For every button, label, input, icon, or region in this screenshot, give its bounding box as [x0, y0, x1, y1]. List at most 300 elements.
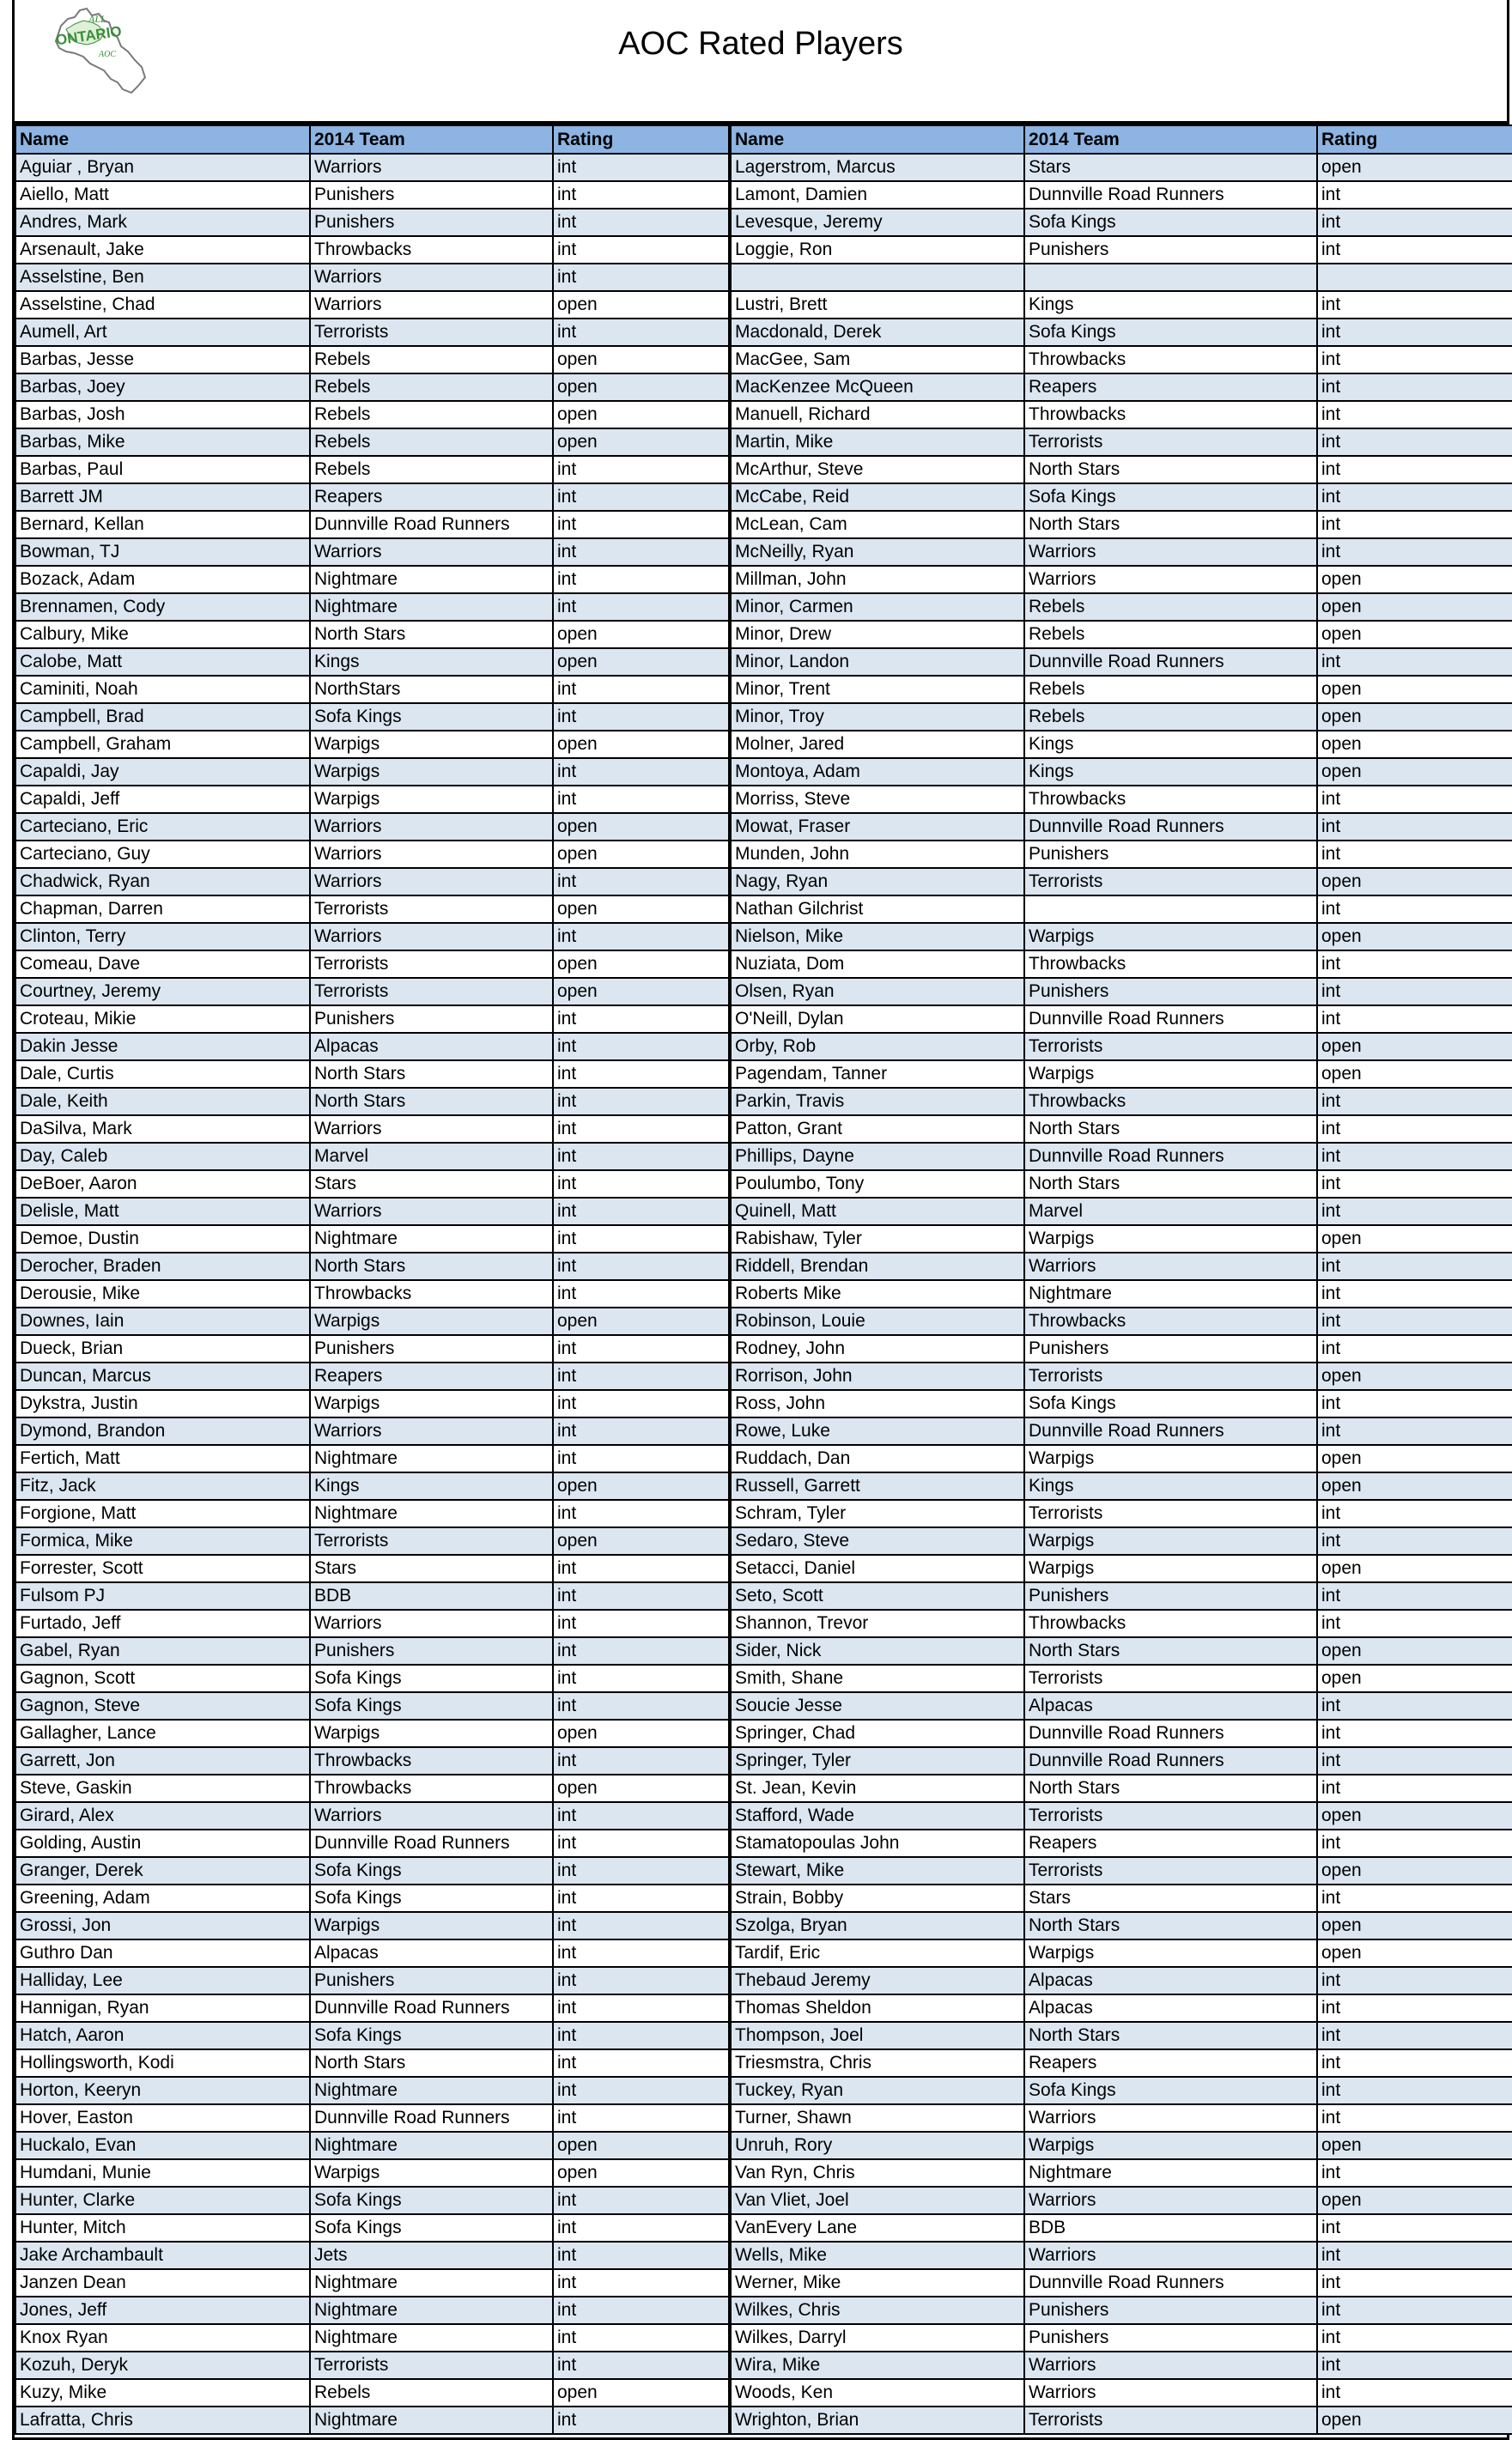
table-row [15, 2187, 1512, 2214]
player-name-cell: Dykstra, Justin [15, 1390, 310, 1417]
player-team-cell: Dunnville Road Runners [310, 1830, 553, 1857]
player-rating-cell: int [553, 2104, 730, 2132]
player-name-cell: Riddell, Brendan [730, 1253, 1024, 1280]
player-name-cell: Pagendam, Tanner [730, 1060, 1024, 1088]
player-team-cell: North Stars [310, 621, 553, 648]
player-rating-cell: int [553, 1857, 730, 1885]
player-rating-cell: int [553, 1225, 730, 1253]
player-team-cell: Rebels [310, 428, 553, 456]
player-name-cell: Chapman, Darren [15, 895, 310, 923]
player-name-cell: Gabel, Ryan [15, 1637, 310, 1665]
player-team-cell: Nightmare [310, 2132, 553, 2159]
player-team-cell: Nightmare [310, 2297, 553, 2324]
player-team-cell: Dunnville Road Runners [310, 2104, 553, 2132]
player-rating-cell: open [1317, 2132, 1512, 2159]
player-team-cell: Warriors [310, 868, 553, 895]
table-row [15, 813, 1512, 841]
player-name-cell: VanEvery Lane [730, 2214, 1024, 2242]
table-row [15, 786, 1512, 813]
column-header-team: 2014 Team [310, 125, 553, 154]
player-name-cell: Hannigan, Ryan [15, 1994, 310, 2022]
player-team-cell: Punishers [1024, 1582, 1317, 1610]
player-rating-cell: int [1317, 1610, 1512, 1637]
player-rating-cell: open [553, 621, 730, 648]
player-rating-cell: int [553, 593, 730, 621]
player-rating-cell: int [553, 566, 730, 593]
player-team-cell: Kings [310, 1472, 553, 1500]
table-row [15, 2324, 1512, 2352]
player-rating-cell: int [553, 1802, 730, 1830]
player-name-cell: Garrett, Jon [15, 1747, 310, 1775]
player-team-cell: Warriors [310, 538, 553, 566]
player-team-cell: Sofa Kings [1024, 483, 1317, 511]
player-name-cell: Courtney, Jeremy [15, 978, 310, 1005]
player-name-cell: Jones, Jeff [15, 2297, 310, 2324]
table-row [15, 731, 1512, 758]
rated-players-sheet [12, 0, 1509, 2440]
player-name-cell: Macdonald, Derek [730, 319, 1024, 346]
player-name-cell: Nielson, Mike [730, 923, 1024, 950]
table-row [15, 1692, 1512, 1720]
table-row [15, 483, 1512, 511]
player-name-cell: Dale, Keith [15, 1088, 310, 1115]
player-name-cell: Springer, Tyler [730, 1747, 1024, 1775]
player-name-cell: Day, Caleb [15, 1143, 310, 1170]
player-name-cell: Asselstine, Ben [15, 264, 310, 291]
player-rating-cell: int [553, 264, 730, 291]
player-rating-cell: open [1317, 923, 1512, 950]
player-team-cell: Alpacas [1024, 1967, 1317, 1994]
player-team-cell: Sofa Kings [1024, 1390, 1317, 1417]
player-team-cell: Terrorists [1024, 1665, 1317, 1692]
player-team-cell: Throwbacks [1024, 1308, 1317, 1335]
player-name-cell: Olsen, Ryan [730, 978, 1024, 1005]
player-rating-cell: int [553, 1280, 730, 1308]
player-team-cell: Throwbacks [310, 1747, 553, 1775]
player-rating-cell: int [1317, 950, 1512, 978]
player-rating-cell: int [1317, 1830, 1512, 1857]
player-team-cell: Kings [1024, 291, 1317, 319]
player-name-cell: Rabishaw, Tyler [730, 1225, 1024, 1253]
player-rating-cell: int [1317, 1198, 1512, 1225]
player-team-cell: North Stars [310, 1088, 553, 1115]
player-rating-cell: open [553, 428, 730, 456]
player-name-cell: Lafratta, Chris [15, 2407, 310, 2434]
player-team-cell: Warriors [310, 264, 553, 291]
player-name-cell: Humdani, Munie [15, 2159, 310, 2187]
table-row [15, 1472, 1512, 1500]
sheet-header [15, 0, 1507, 124]
player-name-cell: Loggie, Ron [730, 236, 1024, 264]
player-rating-cell: int [553, 1005, 730, 1033]
player-team-cell: Warpigs [1024, 1060, 1317, 1088]
player-name-cell: Rodney, John [730, 1335, 1024, 1363]
table-row [15, 1060, 1512, 1088]
player-name-cell: Guthro Dan [15, 1939, 310, 1967]
table-row [15, 1610, 1512, 1637]
player-name-cell: Stewart, Mike [730, 1857, 1024, 1885]
player-rating-cell: int [553, 1033, 730, 1060]
player-rating-cell: int [1317, 1692, 1512, 1720]
table-row [15, 2269, 1512, 2297]
table-row [15, 895, 1512, 923]
player-team-cell: Punishers [310, 181, 553, 209]
table-row [15, 2104, 1512, 2132]
player-name-cell: Rorrison, John [730, 1363, 1024, 1390]
player-team-cell: Reapers [1024, 2049, 1317, 2077]
page-title: AOC Rated Players [618, 26, 903, 62]
player-rating-cell: int [1317, 895, 1512, 923]
player-team-cell: Rebels [1024, 676, 1317, 703]
player-team-cell: Warriors [310, 1198, 553, 1225]
player-rating-cell: open [1317, 758, 1512, 786]
player-team-cell: North Stars [1024, 2022, 1317, 2049]
player-rating-cell: int [1317, 1335, 1512, 1363]
player-rating-cell: int [1317, 538, 1512, 566]
player-team-cell: Rebels [310, 401, 553, 428]
player-name-cell: Golding, Austin [15, 1830, 310, 1857]
player-rating-cell: int [1317, 181, 1512, 209]
player-team-cell: Warpigs [1024, 2132, 1317, 2159]
player-name-cell: McNeilly, Ryan [730, 538, 1024, 566]
player-rating-cell: int [1317, 2049, 1512, 2077]
players-table-body [15, 154, 1512, 2434]
player-rating-cell: int [553, 2077, 730, 2104]
player-rating-cell: int [553, 1198, 730, 1225]
column-header-name: Name [15, 125, 310, 154]
player-name-cell [730, 264, 1024, 291]
player-name-cell: Girard, Alex [15, 1802, 310, 1830]
player-name-cell: Asselstine, Chad [15, 291, 310, 319]
table-row [15, 621, 1512, 648]
player-team-cell: Rebels [310, 373, 553, 401]
player-rating-cell: int [553, 1060, 730, 1088]
player-rating-cell: open [1317, 1857, 1512, 1885]
table-row [15, 2297, 1512, 2324]
player-team-cell: Dunnville Road Runners [310, 1994, 553, 2022]
table-row [15, 2242, 1512, 2269]
player-name-cell: Wilkes, Chris [730, 2297, 1024, 2324]
player-team-cell: Nightmare [310, 2324, 553, 2352]
player-name-cell: Orby, Rob [730, 1033, 1024, 1060]
player-team-cell: Punishers [310, 209, 553, 236]
player-team-cell: Warriors [310, 1610, 553, 1637]
player-team-cell: Punishers [1024, 978, 1317, 1005]
player-rating-cell: int [553, 538, 730, 566]
player-team-cell: Nightmare [310, 593, 553, 621]
player-team-cell: Rebels [310, 2379, 553, 2407]
player-team-cell: Alpacas [1024, 1994, 1317, 2022]
player-rating-cell: int [553, 511, 730, 538]
table-row [15, 1500, 1512, 1527]
player-rating-cell: int [553, 1555, 730, 1582]
table-row [15, 291, 1512, 319]
player-name-cell: Fertich, Matt [15, 1445, 310, 1472]
column-header-rating: Rating [1317, 125, 1512, 154]
player-name-cell: Barbas, Jesse [15, 346, 310, 373]
player-team-cell: North Stars [1024, 456, 1317, 483]
player-team-cell: Warpigs [1024, 1939, 1317, 1967]
player-name-cell: Fulsom PJ [15, 1582, 310, 1610]
table-row [15, 346, 1512, 373]
logo-sub-text: AOC [99, 50, 116, 59]
player-team-cell: Marvel [310, 1143, 553, 1170]
player-team-cell: Sofa Kings [310, 1692, 553, 1720]
player-team-cell: Nightmare [310, 566, 553, 593]
player-rating-cell: int [1317, 2324, 1512, 2352]
player-team-cell: Dunnville Road Runners [1024, 1005, 1317, 1033]
player-name-cell: Thompson, Joel [730, 2022, 1024, 2049]
table-row [15, 1527, 1512, 1555]
player-rating-cell: open [1317, 731, 1512, 758]
player-name-cell: Nagy, Ryan [730, 868, 1024, 895]
player-team-cell: Throwbacks [310, 1280, 553, 1308]
player-rating-cell: open [553, 895, 730, 923]
player-rating-cell: int [553, 2269, 730, 2297]
player-name-cell: Robinson, Louie [730, 1308, 1024, 1335]
player-name-cell: Hover, Easton [15, 2104, 310, 2132]
column-header-row [15, 125, 1512, 154]
player-rating-cell: open [1317, 1637, 1512, 1665]
player-rating-cell: int [1317, 2159, 1512, 2187]
player-rating-cell: int [553, 1747, 730, 1775]
player-rating-cell: int [553, 2407, 730, 2434]
player-name-cell: Gagnon, Steve [15, 1692, 310, 1720]
table-row [15, 2159, 1512, 2187]
player-name-cell: Dakin Jesse [15, 1033, 310, 1060]
player-team-cell [1024, 895, 1317, 923]
player-team-cell: Punishers [310, 1005, 553, 1033]
player-name-cell: Dale, Curtis [15, 1060, 310, 1088]
player-rating-cell: open [553, 373, 730, 401]
player-team-cell: North Stars [1024, 1115, 1317, 1143]
player-rating-cell: int [1317, 209, 1512, 236]
table-row [15, 2132, 1512, 2159]
table-row [15, 181, 1512, 209]
player-team-cell: Terrorists [1024, 1500, 1317, 1527]
player-rating-cell: open [553, 978, 730, 1005]
player-team-cell: Reapers [310, 1363, 553, 1390]
player-name-cell: MacGee, Sam [730, 346, 1024, 373]
table-row [15, 1802, 1512, 1830]
player-team-cell: Nightmare [310, 1225, 553, 1253]
player-name-cell: Strain, Bobby [730, 1885, 1024, 1912]
table-row [15, 1830, 1512, 1857]
player-name-cell: Soucie Jesse [730, 1692, 1024, 1720]
player-name-cell: Derousie, Mike [15, 1280, 310, 1308]
table-row [15, 1115, 1512, 1143]
player-team-cell: Sofa Kings [310, 1885, 553, 1912]
player-name-cell: Fitz, Jack [15, 1472, 310, 1500]
player-rating-cell: int [553, 1363, 730, 1390]
player-rating-cell: open [1317, 566, 1512, 593]
table-row [15, 1417, 1512, 1445]
player-name-cell: Lagerstrom, Marcus [730, 154, 1024, 181]
table-row [15, 1143, 1512, 1170]
table-row [15, 2077, 1512, 2104]
player-rating-cell: int [1317, 2269, 1512, 2297]
player-team-cell: Warriors [310, 1802, 553, 1830]
player-rating-cell: int [1317, 1417, 1512, 1445]
table-row [15, 2049, 1512, 2077]
player-rating-cell: int [553, 1610, 730, 1637]
player-team-cell: Warpigs [1024, 1225, 1317, 1253]
player-name-cell: Stafford, Wade [730, 1802, 1024, 1830]
player-rating-cell: open [553, 2159, 730, 2187]
player-name-cell: Rowe, Luke [730, 1417, 1024, 1445]
player-name-cell: Shannon, Trevor [730, 1610, 1024, 1637]
player-name-cell: Thebaud Jeremy [730, 1967, 1024, 1994]
player-rating-cell: int [553, 1445, 730, 1472]
player-rating-cell: int [553, 1253, 730, 1280]
player-name-cell: Russell, Garrett [730, 1472, 1024, 1500]
table-row [15, 538, 1512, 566]
player-rating-cell: int [553, 1885, 730, 1912]
player-name-cell: Ruddach, Dan [730, 1445, 1024, 1472]
player-team-cell: Warpigs [310, 758, 553, 786]
table-row [15, 2407, 1512, 2434]
table-row [15, 2352, 1512, 2379]
player-team-cell: Throwbacks [1024, 1088, 1317, 1115]
player-rating-cell: int [553, 1692, 730, 1720]
player-name-cell: Calobe, Matt [15, 648, 310, 676]
player-name-cell: Setacci, Daniel [730, 1555, 1024, 1582]
player-team-cell: Warpigs [310, 731, 553, 758]
player-name-cell: Delisle, Matt [15, 1198, 310, 1225]
player-team-cell: Kings [310, 648, 553, 676]
player-team-cell: Warriors [1024, 566, 1317, 593]
table-row [15, 1445, 1512, 1472]
player-team-cell: North Stars [1024, 1912, 1317, 1939]
player-rating-cell: int [553, 1994, 730, 2022]
player-name-cell: Forgione, Matt [15, 1500, 310, 1527]
player-team-cell: Terrorists [1024, 1857, 1317, 1885]
player-team-cell: Throwbacks [310, 1775, 553, 1802]
player-team-cell: Warriors [1024, 2379, 1317, 2407]
player-rating-cell: int [1317, 2022, 1512, 2049]
player-name-cell: Hollingsworth, Kodi [15, 2049, 310, 2077]
player-team-cell: Alpacas [1024, 1692, 1317, 1720]
player-name-cell: Gallagher, Lance [15, 1720, 310, 1747]
table-row [15, 2379, 1512, 2407]
player-rating-cell: int [1317, 1308, 1512, 1335]
player-name-cell: Roberts Mike [730, 1280, 1024, 1308]
table-row [15, 401, 1512, 428]
player-name-cell: DaSilva, Mark [15, 1115, 310, 1143]
player-rating-cell: open [1317, 1363, 1512, 1390]
player-team-cell: Sofa Kings [310, 1857, 553, 1885]
player-rating-cell: open [1317, 1033, 1512, 1060]
table-row [15, 593, 1512, 621]
player-rating-cell: int [553, 923, 730, 950]
player-team-cell: Sofa Kings [1024, 209, 1317, 236]
player-name-cell: Nathan Gilchrist [730, 895, 1024, 923]
player-team-cell: Warriors [310, 923, 553, 950]
player-rating-cell: open [1317, 676, 1512, 703]
player-team-cell [1024, 264, 1317, 291]
player-team-cell: Punishers [1024, 1335, 1317, 1363]
player-team-cell: Dunnville Road Runners [1024, 1143, 1317, 1170]
player-rating-cell: int [553, 1582, 730, 1610]
player-team-cell: Dunnville Road Runners [1024, 648, 1317, 676]
player-name-cell: Wrighton, Brian [730, 2407, 1024, 2434]
player-team-cell: Reapers [310, 483, 553, 511]
player-team-cell: North Stars [310, 1253, 553, 1280]
player-team-cell: Kings [1024, 758, 1317, 786]
player-rating-cell: int [553, 1115, 730, 1143]
player-name-cell: McLean, Cam [730, 511, 1024, 538]
player-rating-cell: open [1317, 868, 1512, 895]
player-rating-cell: int [553, 483, 730, 511]
player-team-cell: Kings [1024, 731, 1317, 758]
player-team-cell: Warpigs [310, 786, 553, 813]
player-name-cell: Montoya, Adam [730, 758, 1024, 786]
player-rating-cell: int [553, 2214, 730, 2242]
player-name-cell: Kuzy, Mike [15, 2379, 310, 2407]
player-name-cell: Aiello, Matt [15, 181, 310, 209]
table-row [15, 209, 1512, 236]
player-team-cell: Warriors [310, 1115, 553, 1143]
player-team-cell: Terrorists [1024, 428, 1317, 456]
player-name-cell: Bozack, Adam [15, 566, 310, 593]
player-name-cell: Duncan, Marcus [15, 1363, 310, 1390]
player-name-cell: Horton, Keeryn [15, 2077, 310, 2104]
player-name-cell: Steve, Gaskin [15, 1775, 310, 1802]
player-rating-cell: int [553, 2022, 730, 2049]
player-team-cell: Dunnville Road Runners [1024, 1720, 1317, 1747]
player-name-cell: Martin, Mike [730, 428, 1024, 456]
player-team-cell: Alpacas [310, 1033, 553, 1060]
player-rating-cell: int [553, 209, 730, 236]
player-name-cell: Szolga, Bryan [730, 1912, 1024, 1939]
player-team-cell: Punishers [310, 1335, 553, 1363]
player-team-cell: Throwbacks [1024, 1610, 1317, 1637]
table-row [15, 154, 1512, 181]
player-name-cell: Ross, John [730, 1390, 1024, 1417]
player-name-cell: Hunter, Clarke [15, 2187, 310, 2214]
player-rating-cell: int [553, 1830, 730, 1857]
player-name-cell: Gagnon, Scott [15, 1665, 310, 1692]
player-name-cell: McCabe, Reid [730, 483, 1024, 511]
player-team-cell: Warriors [310, 1417, 553, 1445]
player-rating-cell: open [1317, 1939, 1512, 1967]
player-team-cell: Warpigs [310, 1912, 553, 1939]
table-row [15, 2214, 1512, 2242]
player-rating-cell: int [553, 2352, 730, 2379]
player-team-cell: BDB [310, 1582, 553, 1610]
player-team-cell: Reapers [1024, 373, 1317, 401]
player-name-cell: Carteciano, Guy [15, 841, 310, 868]
player-rating-cell: int [1317, 1720, 1512, 1747]
player-name-cell: Furtado, Jeff [15, 1610, 310, 1637]
table-row [15, 1775, 1512, 1802]
player-name-cell: Parkin, Travis [730, 1088, 1024, 1115]
player-rating-cell: int [553, 786, 730, 813]
player-team-cell: Warriors [1024, 2352, 1317, 2379]
player-rating-cell: int [553, 1335, 730, 1363]
table-row [15, 1720, 1512, 1747]
player-rating-cell: open [553, 950, 730, 978]
player-rating-cell: open [553, 2379, 730, 2407]
player-team-cell: Rebels [1024, 703, 1317, 731]
player-rating-cell: int [553, 181, 730, 209]
table-row [15, 1280, 1512, 1308]
player-team-cell: Sofa Kings [1024, 319, 1317, 346]
player-team-cell: Nightmare [310, 2269, 553, 2297]
player-name-cell: Millman, John [730, 566, 1024, 593]
table-row [15, 1885, 1512, 1912]
player-team-cell: Throwbacks [1024, 786, 1317, 813]
